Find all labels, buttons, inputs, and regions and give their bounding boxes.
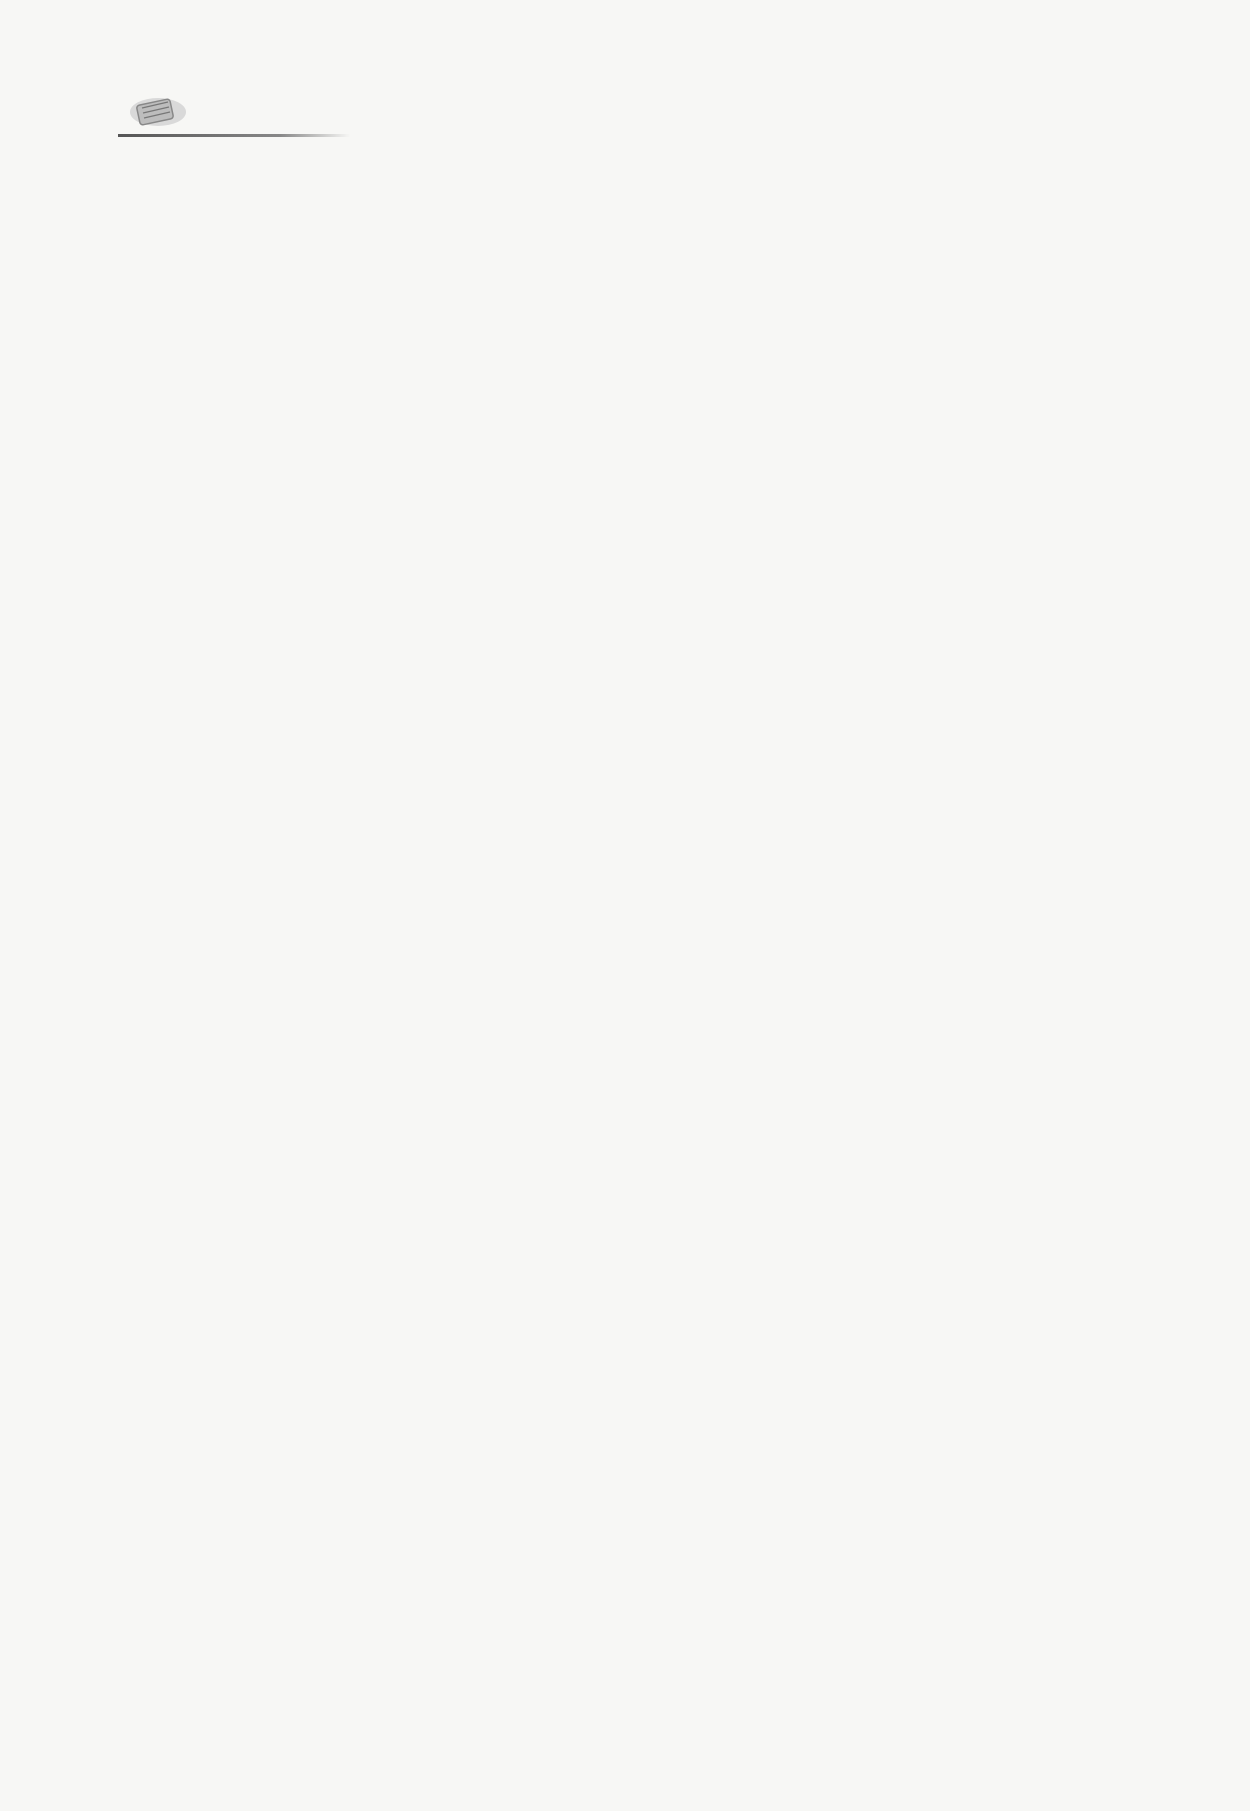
header-rule	[118, 134, 350, 137]
page-header	[118, 78, 358, 148]
book-logo-icon	[128, 94, 190, 130]
